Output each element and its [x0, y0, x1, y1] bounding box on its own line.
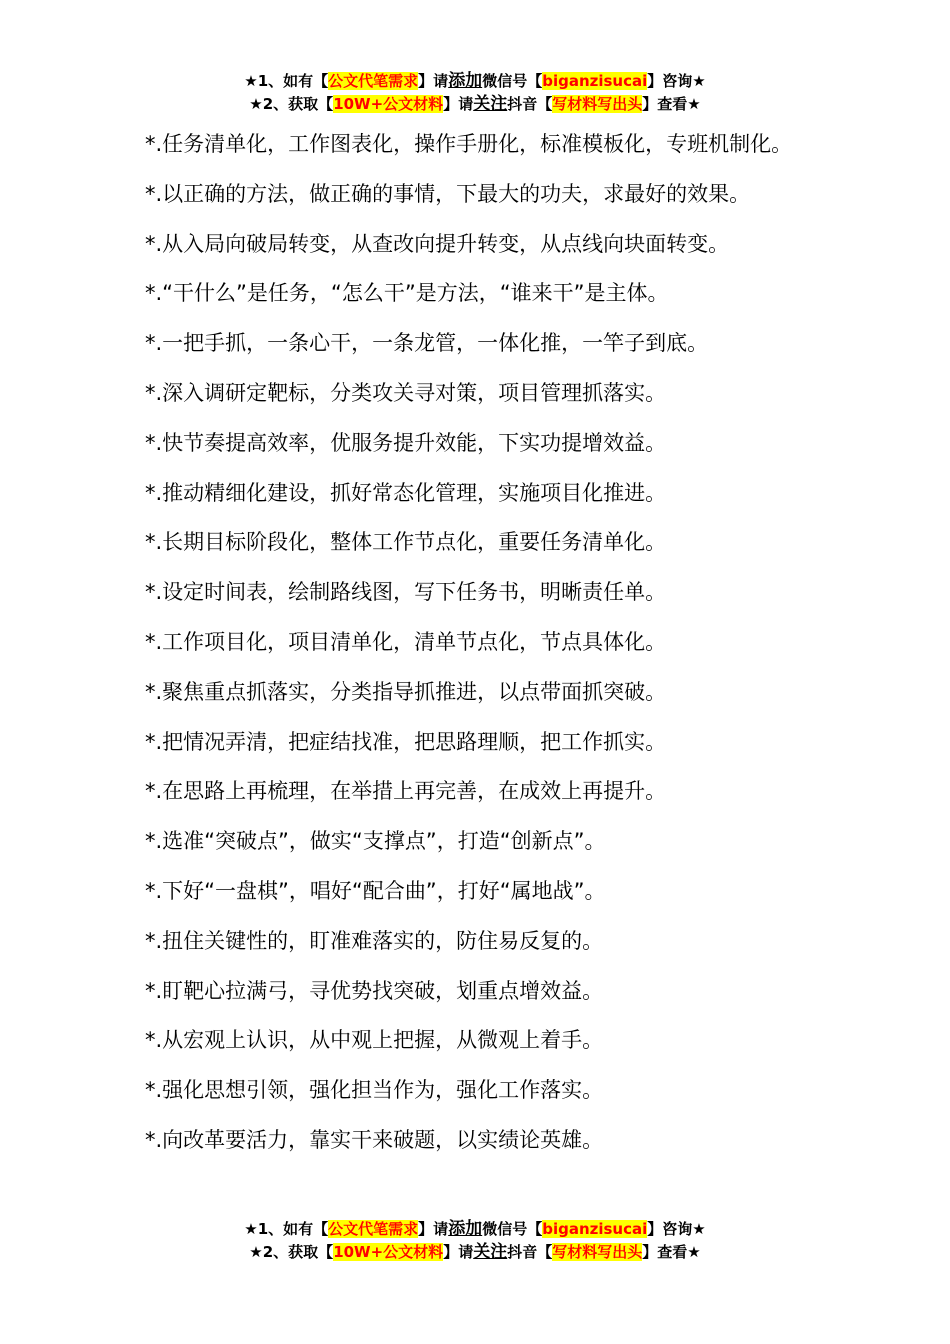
banner-text: 抖音【 [507, 95, 553, 113]
list-item: *.设定时间表，绘制路线图，写下任务书，明晰责任单。 [145, 580, 667, 605]
list-item: *.以正确的方法，做正确的事情，下最大的功夫，求最好的效果。 [145, 181, 751, 206]
list-item: *.深入调研定靶标，分类攻关寻对策，项目管理抓落实。 [145, 380, 667, 405]
banner-line-1 [0, 1218, 950, 1241]
banner-emphasis: 关注 [473, 94, 508, 114]
document-body [145, 120, 815, 1166]
top-banner [0, 70, 950, 116]
list-item: *.扭住关键性的，盯准难落实的，防住易反复的。 [145, 928, 604, 953]
banner-emphasis: 关注 [473, 1242, 508, 1262]
banner-line-2 [0, 93, 950, 116]
highlight-wechat-id: biganzisucai [542, 1220, 648, 1238]
banner-text: ★1、如有【 [244, 1220, 329, 1238]
banner-text: 】请 [443, 95, 474, 113]
banner-line-2 [0, 1241, 950, 1264]
list-item: *.选准“突破点”，做实“支撑点”，打造“创新点”。 [145, 829, 606, 854]
list-item: *.一把手抓，一条心干，一条龙管，一体化推，一竿子到底。 [145, 331, 709, 356]
highlight-service: 公文代笔需求 [328, 72, 419, 90]
banner-text: 微信号【 [482, 72, 543, 90]
list-item: *.从宏观上认识，从中观上把握，从微观上着手。 [145, 1028, 604, 1053]
list-item: *.“干什么”是任务，“怎么干”是方法，“谁来干”是主体。 [145, 281, 669, 306]
list-item: *.快节奏提高效率，优服务提升效能，下实功提增效益。 [145, 430, 667, 455]
highlight-douyin-id: 写材料写出头 [552, 1243, 643, 1261]
list-item: *.工作项目化，项目清单化，清单节点化，节点具体化。 [145, 629, 667, 654]
banner-line-1 [0, 70, 950, 93]
list-item: *.聚焦重点抓落实，分类指导抓推进，以点带面抓突破。 [145, 679, 667, 704]
list-item: *.长期目标阶段化，整体工作节点化，重要任务清单化。 [145, 530, 667, 555]
banner-text: ★1、如有【 [244, 72, 329, 90]
list-item: *.向改革要活力，靠实干来破题，以实绩论英雄。 [145, 1127, 604, 1152]
list-item: *.在思路上再梳理，在举措上再完善，在成效上再提升。 [145, 779, 667, 804]
bottom-banner [0, 1218, 950, 1264]
list-item: *.盯靶心拉满弓，寻优势找突破，划重点增效益。 [145, 978, 604, 1003]
list-item: *.推动精细化建设，抓好常态化管理，实施项目化推进。 [145, 480, 667, 505]
highlight-materials: 10W+公文材料 [333, 95, 444, 113]
highlight-service: 公文代笔需求 [328, 1220, 419, 1238]
banner-text: 抖音【 [507, 1243, 553, 1261]
banner-text: 】请 [443, 1243, 474, 1261]
banner-text: 】查看★ [642, 1243, 701, 1261]
highlight-wechat-id: biganzisucai [542, 72, 648, 90]
banner-text: 】查看★ [642, 95, 701, 113]
banner-text: 】咨询★ [647, 72, 706, 90]
banner-emphasis: 添加 [448, 1219, 483, 1239]
banner-text: 】请 [418, 1220, 449, 1238]
banner-emphasis: 添加 [448, 71, 483, 91]
banner-text: 】请 [418, 72, 449, 90]
list-item: *.把情况弄清，把症结找准，把思路理顺，把工作抓实。 [145, 729, 667, 754]
highlight-materials: 10W+公文材料 [333, 1243, 444, 1261]
list-item: *.下好“一盘棋”，唱好“配合曲”，打好“属地战”。 [145, 878, 606, 903]
banner-text: 微信号【 [482, 1220, 543, 1238]
banner-text: ★2、获取【 [249, 1243, 334, 1261]
list-item: *.从入局向破局转变，从查改向提升转变，从点线向块面转变。 [145, 231, 730, 256]
banner-text: 】咨询★ [647, 1220, 706, 1238]
highlight-douyin-id: 写材料写出头 [552, 95, 643, 113]
list-item: *.任务清单化，工作图表化，操作手册化，标准模板化，专班机制化。 [145, 132, 793, 156]
banner-text: ★2、获取【 [249, 95, 334, 113]
list-item: *.强化思想引领，强化担当作为，强化工作落实。 [145, 1078, 604, 1103]
